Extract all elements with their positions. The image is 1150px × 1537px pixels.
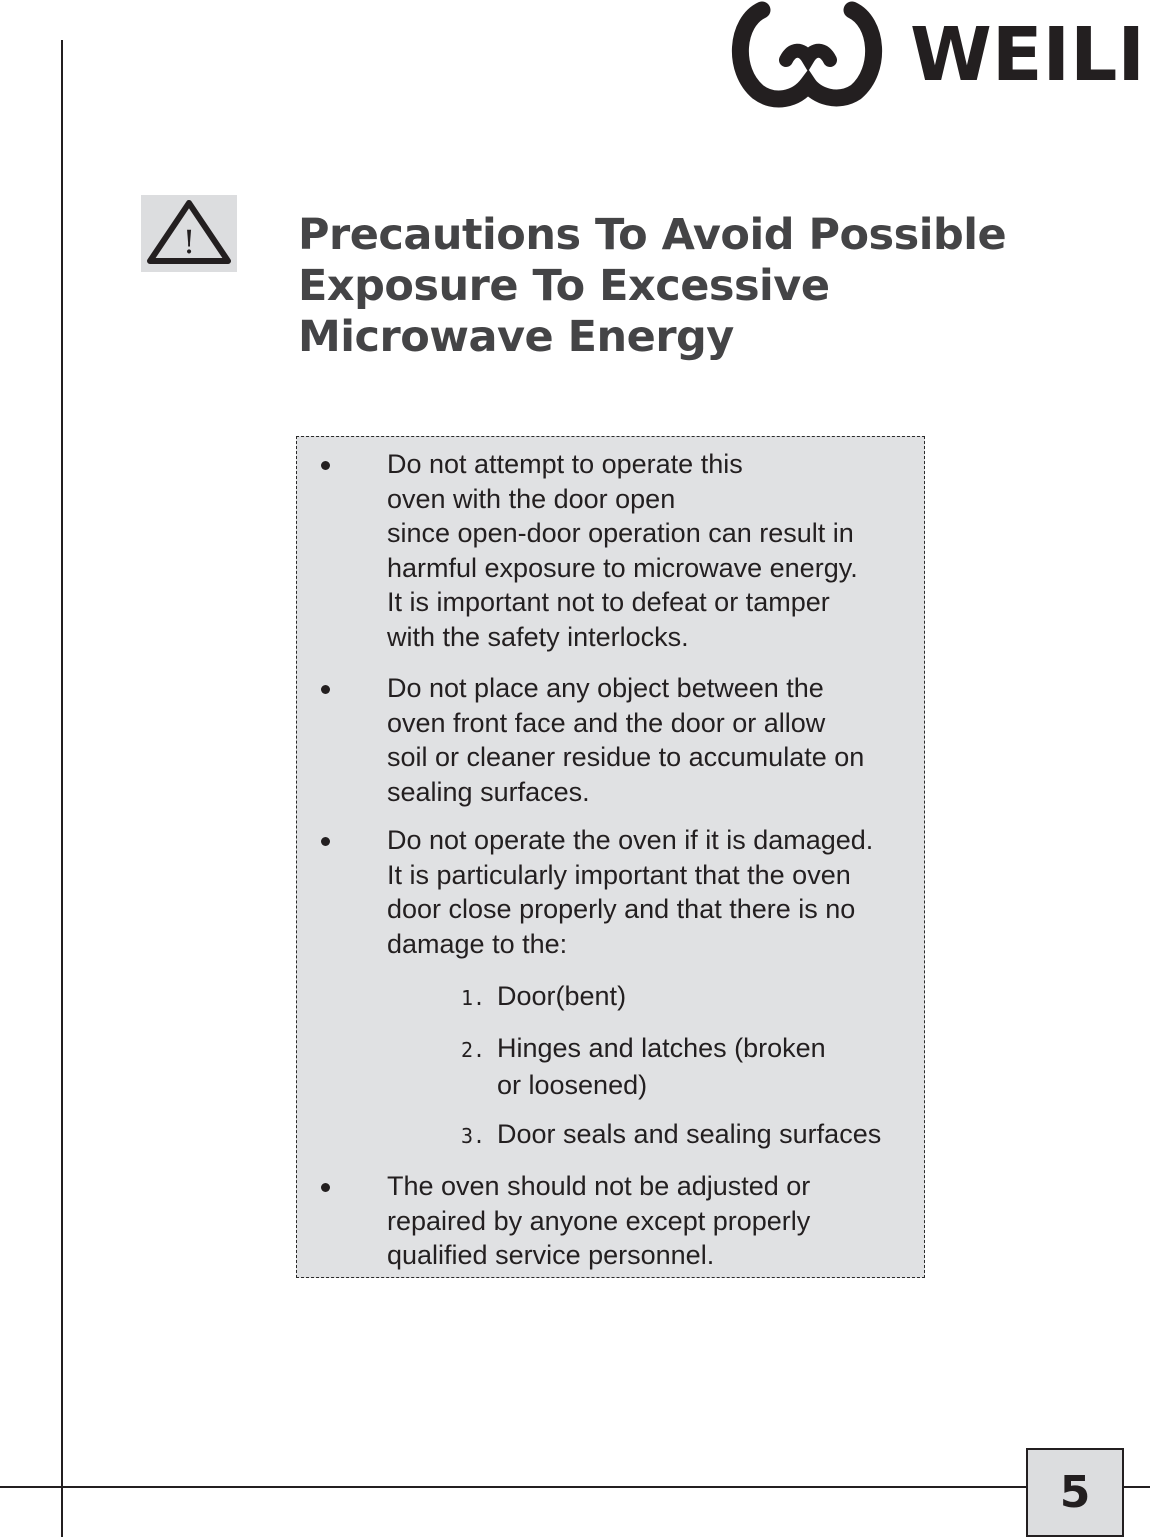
title-line: Exposure To Excessive <box>298 261 830 311</box>
warning-triangle-icon <box>141 195 237 272</box>
precaution-text: Do not place any object between the oven front face and the door or allow soil or cleaner residue to accumulate on sealing surfaces. <box>387 673 865 807</box>
precaution-text: Do not operate the oven if it is damaged. It is particularly important that the oven door close properly and that there is no damage to the: <box>387 825 874 959</box>
weili-logo-icon <box>730 0 1150 110</box>
title-line: Microwave Energy <box>298 312 734 362</box>
bullet-icon <box>321 837 330 846</box>
damage-list-item: 2. Hinges and latches (broken or loosened) <box>461 1033 826 1100</box>
bullet-icon <box>321 685 330 694</box>
left-margin-rule <box>61 40 63 1537</box>
title-line: Precautions To Avoid Possible <box>298 210 1007 260</box>
footer-rule <box>0 1486 1150 1488</box>
svg-text:!: ! <box>182 223 196 261</box>
brand-logo <box>730 0 1150 110</box>
warning-badge <box>141 195 237 272</box>
page-title <box>298 210 1098 363</box>
damage-list-item: 3. Door seals and sealing surfaces <box>461 1119 882 1149</box>
precaution-text: The oven should not be adjusted or repaired by anyone except properly qualified service personnel. <box>387 1171 811 1270</box>
damage-list-item: 1. Door(bent) <box>461 981 627 1011</box>
precaution-text: Do not attempt to operate this oven with the door open since open-door operation can result in harmful exposure to microwave energy. It is important not to defeat or tamper with the safety interlocks. <box>387 449 858 652</box>
brand-name: WEILI <box>910 12 1145 98</box>
precautions-panel <box>296 436 925 1278</box>
bullet-icon <box>321 1183 330 1192</box>
bullet-icon <box>321 461 330 470</box>
page-number: 5 <box>1026 1448 1124 1537</box>
